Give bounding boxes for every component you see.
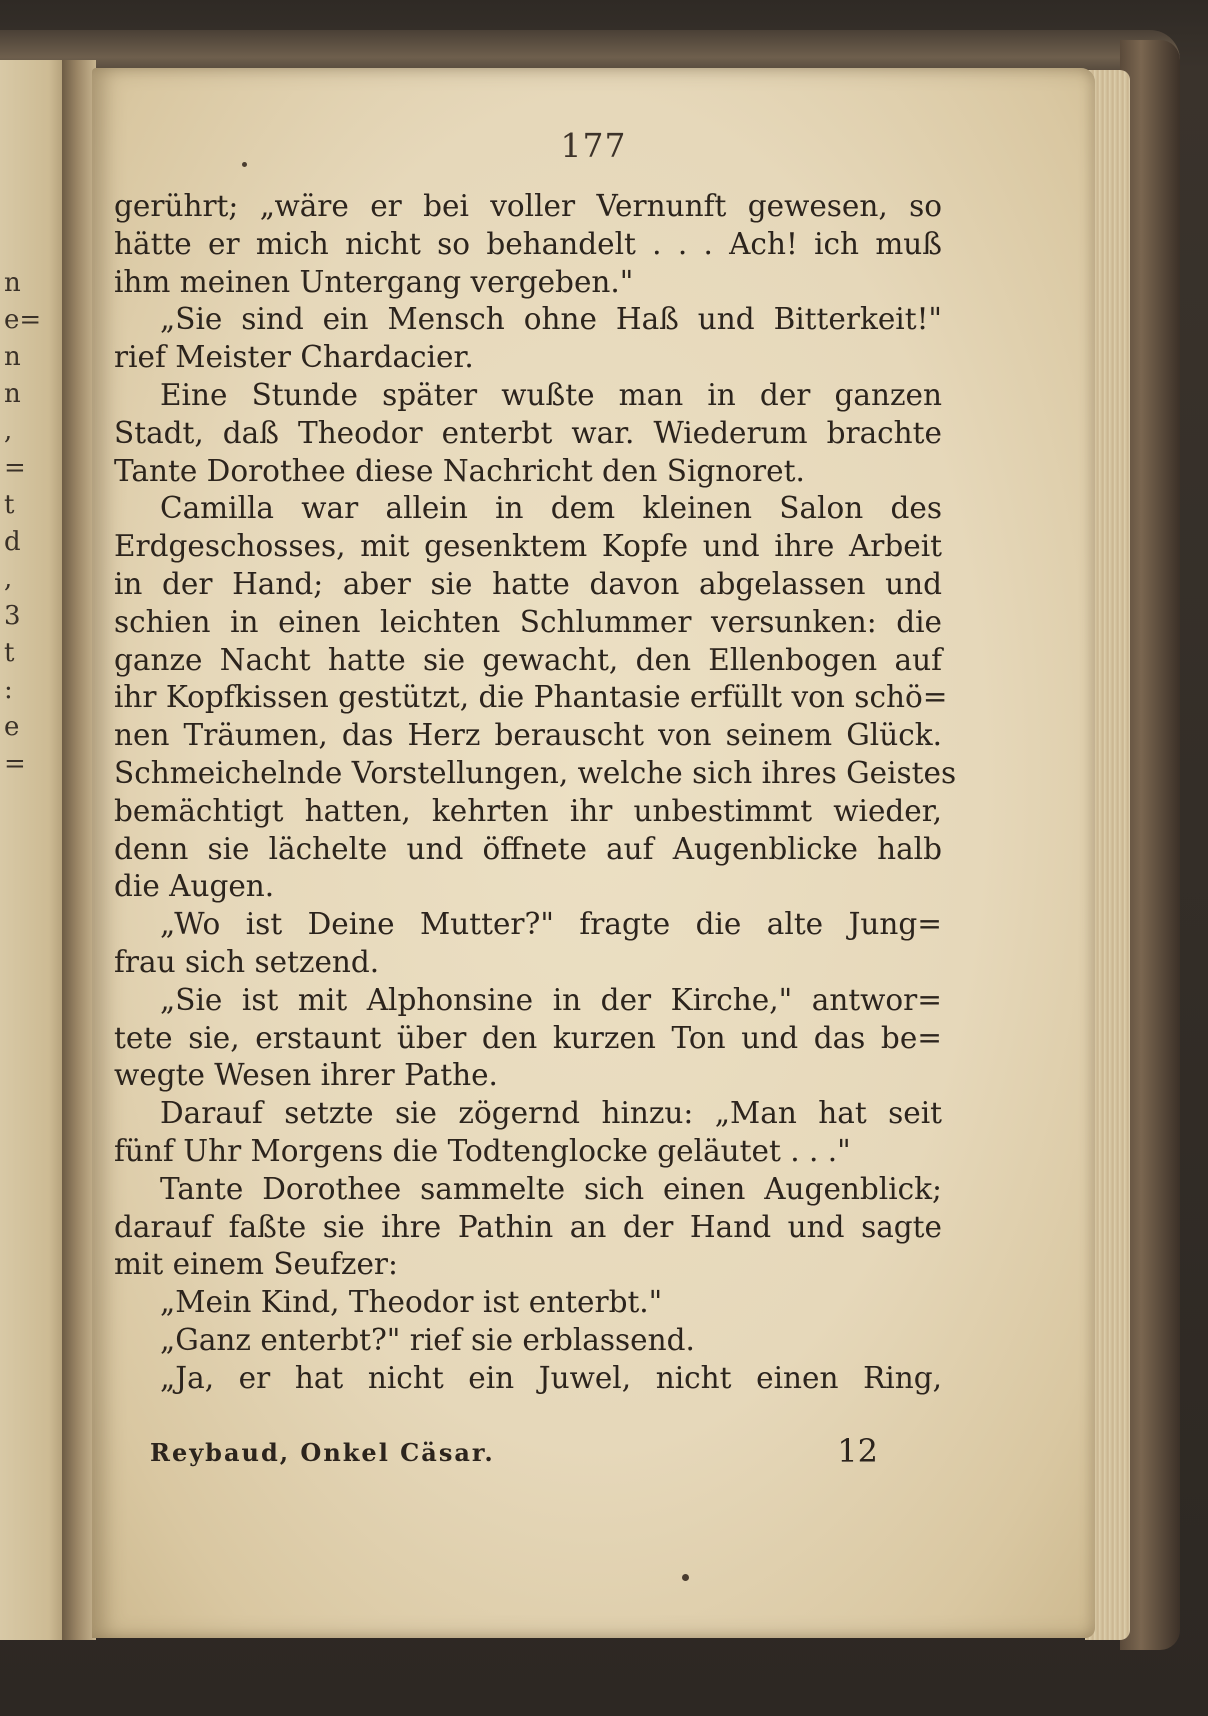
facing-line-fragment: , — [4, 416, 13, 446]
text-line: schien in einen leichten Schlummer versunken: die — [114, 604, 942, 639]
text-line: bemächtigt hatten, kehrten ihr unbestimmt wieder, — [114, 793, 942, 828]
page-body-text — [114, 188, 957, 1398]
text-line: „Wo ist Deine Mutter?" fragte die alte Jung= — [160, 907, 942, 942]
book-gutter — [62, 60, 96, 1640]
text-line: Tante Dorothee diese Nachricht den Signoret. — [114, 453, 805, 488]
paper-speck — [242, 162, 247, 167]
book-page — [92, 68, 1095, 1638]
text-line: denn sie lächelte und öffnete auf Augenblicke halb — [114, 831, 942, 866]
facing-line-fragment: = — [4, 453, 26, 483]
text-line: „Ja, er hat nicht ein Juwel, nicht einen Ring, — [160, 1360, 942, 1395]
facing-line-fragment: t — [4, 490, 15, 520]
facing-line-fragment: n — [4, 268, 21, 298]
page-footer — [150, 1432, 878, 1478]
text-line: mit einem Seufzer: — [114, 1247, 398, 1282]
facing-line-fragment: : — [4, 675, 13, 705]
text-line: Stadt, daß Theodor enterbt war. Wiederum brachte — [114, 415, 942, 450]
text-line: darauf faßte sie ihre Pathin an der Hand und sagte — [114, 1209, 942, 1244]
text-line: ihm meinen Untergang vergeben." — [114, 264, 634, 299]
facing-line-fragment: n — [4, 379, 21, 409]
facing-line-fragment: n — [4, 342, 21, 372]
text-line: fünf Uhr Morgens die Todtenglocke geläutet . . ." — [114, 1133, 851, 1168]
facing-page-left — [0, 60, 70, 1640]
text-line: frau sich setzend. — [114, 944, 380, 979]
text-line: Erdgeschosses, mit gesenktem Kopfe und ihre Arbeit — [114, 529, 942, 564]
text-line: gerührt; „wäre er bei voller Vernunft gewesen, so — [114, 189, 942, 223]
text-line: ihr Kopfkissen gestützt, die Phantasie erfüllt von schö= — [114, 680, 948, 715]
facing-line-fragment: d — [4, 527, 21, 557]
text-line: Schmeichelnde Vorstellungen, welche sich ihres Geistes — [114, 755, 957, 790]
text-line: die Augen. — [114, 869, 275, 904]
text-line: „Ganz enterbt?" rief sie erblassend. — [160, 1322, 695, 1357]
text-line: Eine Stunde später wußte man in der ganzen — [160, 377, 942, 412]
facing-line-fragment: e — [4, 712, 20, 742]
text-line: rief Meister Chardacier. — [114, 340, 474, 375]
text-line: wegte Wesen ihrer Pathe. — [114, 1058, 498, 1093]
facing-line-fragment: t — [4, 638, 15, 668]
paper-speck — [682, 1574, 689, 1581]
facing-page-line-ends — [4, 265, 44, 783]
facing-line-fragment: 3 — [4, 601, 21, 631]
text-line: Darauf setzte sie zögernd hinzu: „Man hat seit — [160, 1096, 942, 1131]
text-line: „Sie ist mit Alphonsine in der Kirche," antwor= — [160, 982, 942, 1017]
facing-line-fragment: = — [4, 749, 26, 779]
text-line: Tante Dorothee sammelte sich einen Augenblick; — [160, 1171, 942, 1206]
text-line: Camilla war allein in dem kleinen Salon des — [160, 491, 942, 526]
signature-mark: 12 — [837, 1432, 878, 1470]
text-line: hätte er mich nicht so behandelt . . . Ach! ich muß — [114, 226, 942, 261]
facing-line-fragment: e= — [4, 305, 42, 335]
text-line: tete sie, erstaunt über den kurzen Ton und das be= — [114, 1020, 942, 1055]
text-line: in der Hand; aber sie hatte davon abgelassen und — [114, 566, 942, 601]
running-footer-title: Reybaud, Onkel Cäsar. — [150, 1438, 495, 1467]
text-line: ganze Nacht hatte sie gewacht, den Ellenbogen auf — [114, 642, 942, 677]
page-number: 177 — [560, 126, 627, 165]
facing-line-fragment: , — [4, 564, 13, 594]
text-line: „Sie sind ein Mensch ohne Haß und Bitterkeit!" — [160, 302, 942, 337]
text-line: nen Träumen, das Herz berauscht von seinem Glück. — [114, 718, 942, 753]
text-line: „Mein Kind, Theodor ist enterbt." — [160, 1285, 663, 1320]
